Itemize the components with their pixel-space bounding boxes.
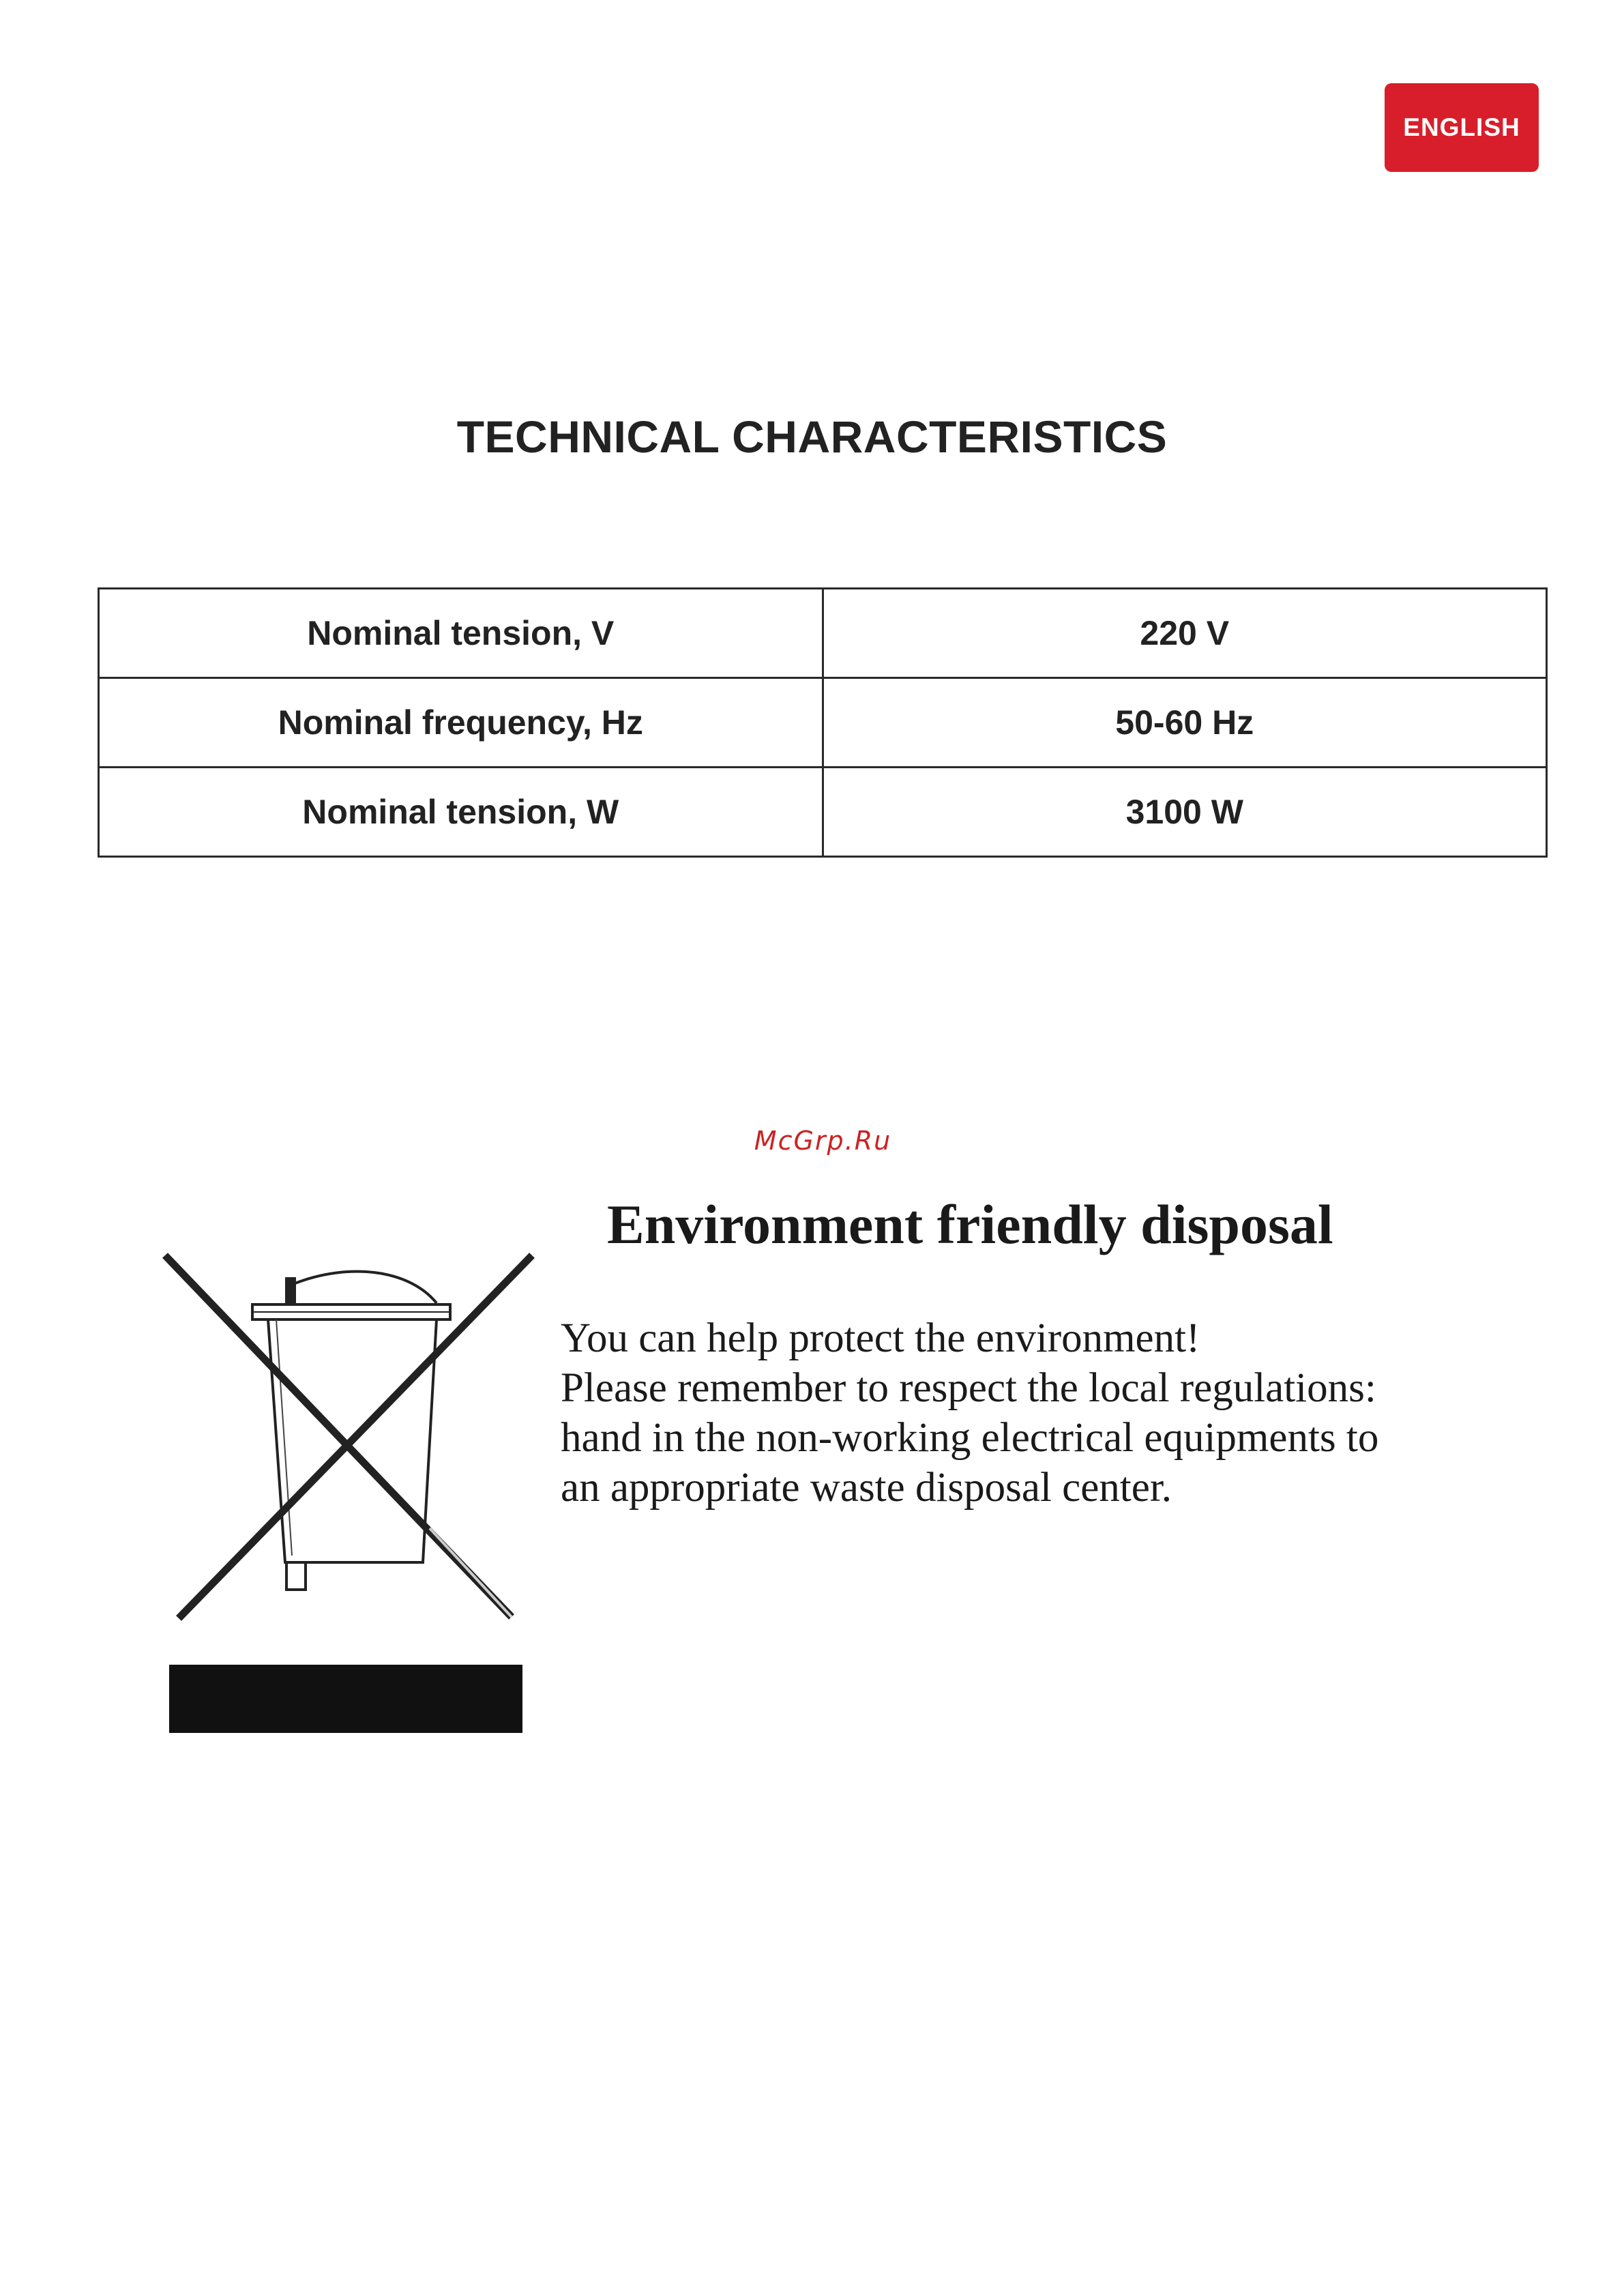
spec-value: 3100 W [823,768,1547,857]
disposal-line: an appropriate waste disposal center. [561,1465,1172,1511]
disposal-heading: Environment friendly disposal [607,1193,1333,1255]
table-row [99,678,1547,768]
language-badge: ENGLISH [1385,83,1539,172]
crossed-out-wheelie-bin-icon [157,1242,539,1740]
technical-characteristics-title: TECHNICAL CHARACTERISTICS [456,411,1168,462]
watermark: McGrp.Ru [754,1126,892,1156]
spec-label: Nominal tension, V [99,589,823,678]
spec-value: 50-60 Hz [823,678,1547,768]
table-row [99,768,1547,857]
disposal-line: hand in the non-working electrical equipments to [561,1415,1379,1461]
disposal-paragraph [561,1313,1378,1513]
spec-label: Nominal frequency, Hz [99,678,823,768]
spec-label: Nominal tension, W [99,768,823,857]
disposal-line: Please remember to respect the local regulations: [561,1365,1376,1411]
technical-characteristics-table [98,587,1548,858]
spec-value: 220 V [823,589,1547,678]
disposal-line: You can help protect the environment! [561,1315,1200,1361]
table-row [99,589,1547,678]
